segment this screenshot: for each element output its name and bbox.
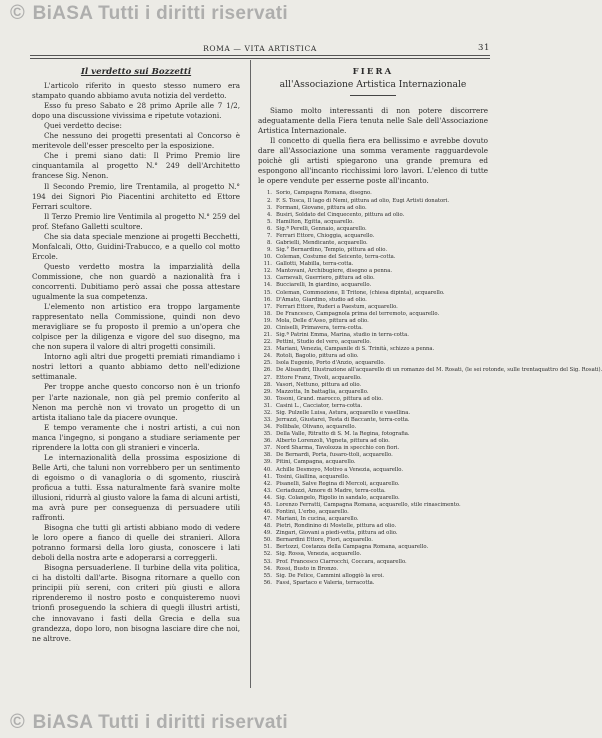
article-paragraph: Esso fu preso Sabato e 28 primo Aprile alle 7 1/2, dopo una discussione vivissima e ripetute votazioni. — [32, 101, 240, 121]
item-number: 10. — [263, 254, 272, 261]
list-item — [258, 233, 488, 240]
item-number: 42. — [263, 480, 272, 487]
item-text: Prof. Francesco Ciarrocchi, Coccara, acquarello. — [276, 558, 407, 565]
item-number: 24. — [263, 353, 272, 360]
item-text: Della Valle, Ritratto di S. M. la Regina, fotografia. — [276, 431, 410, 438]
list-item — [258, 396, 488, 403]
page-number: 31 — [477, 43, 490, 53]
item-text: Pitini, Campagna, acquarello. — [276, 459, 356, 466]
list-item — [258, 495, 488, 502]
list-item — [258, 516, 488, 523]
list-item — [258, 275, 488, 282]
item-text: Bucciarelli, In giardino, acquarello. — [276, 282, 372, 289]
item-text: Sig. Colangelo, Rigolio in sandalo, acquarello. — [276, 494, 400, 501]
item-number: 55. — [263, 572, 272, 579]
item-number: 25. — [263, 360, 272, 367]
item-text: Busiri, Soldato del Cinquecento, pittura ad olio. — [276, 211, 405, 218]
copyright-symbol: © — [10, 2, 26, 24]
item-number: 22. — [263, 339, 272, 346]
item-text: Sig.ª Patrini Emma, Marina, studio in terra-cotta. — [276, 332, 409, 339]
item-text: Pisanelli, Salve Regina di Mercoli, acquarello. — [276, 480, 400, 487]
section-title: FIERA — [352, 66, 394, 76]
fair-intro — [258, 106, 488, 186]
article-paragraph: Questo verdetto mostra la imparzialità della Commissione, che non guardò a nazionalità fra i concorrenti. Dubitiamo però assai che possa attestare ugualmente la sua competenza. — [32, 261, 240, 302]
list-item — [258, 290, 488, 297]
item-number: 43. — [263, 487, 272, 494]
item-text: Coleman, Costume del Seicento, terra-cotta. — [276, 254, 396, 261]
intro-paragraph: Siamo molto interessanti di non potere discorrere adeguatamente della Fiera tenuta nelle Sale dell'Associazione Artistica Internazionale. — [258, 106, 488, 136]
item-number: 47. — [263, 516, 272, 523]
item-number: 12. — [263, 268, 272, 275]
left-column — [32, 66, 240, 644]
list-item — [258, 417, 488, 424]
item-text: Tosoni, Grand. marocco, pittura ad olio. — [276, 395, 383, 402]
item-text: Mariani, Venezia, Campanile di S. Trinità, schizzo a penna. — [276, 346, 435, 353]
list-item — [258, 452, 488, 459]
item-text: Achille Desmoyo, Motivo a Venezia, acquarello. — [276, 466, 404, 473]
article-paragraph: L'elemento non artistico era troppo largamente rappresentato nella Commissione, quindi non devo meravigliare se fu proposto il premio a un'opera che colpisce per la diligenza e vigore del suo disegno, ma che non supera il valore di altri progetti consimili. — [32, 302, 240, 352]
item-text: Tosini, Giallina, acquarello. — [276, 473, 350, 480]
item-text: Sorio, Campagna Romana, disegno. — [276, 190, 372, 197]
list-item — [258, 537, 488, 544]
list-item — [258, 325, 488, 332]
item-number: 19. — [263, 317, 272, 324]
item-text: De Alisandri, Illustrazione all'acquarello di un romanzo del M. Rosati, (le sei rotonde, sulle trentaquattro del Sig. Rosati). — [276, 367, 602, 374]
item-text: Formani, Giovane, pittura ad olio. — [276, 204, 367, 211]
item-text: Ceriaduzzi, Amore di Madre, terra-cotta. — [276, 487, 386, 494]
item-number: 29. — [263, 388, 272, 395]
list-item — [258, 247, 488, 254]
item-text: Gabrielli, Mendicante, acquarello. — [276, 240, 368, 247]
item-number: 46. — [263, 508, 272, 515]
item-number: 31. — [263, 402, 272, 409]
list-item — [258, 467, 488, 474]
list-item — [258, 509, 488, 516]
list-item — [258, 254, 488, 261]
item-text: Sig. De Felice, Cammini alloggiò la eroi. — [276, 572, 385, 579]
list-item — [258, 481, 488, 488]
watermark-bottom — [10, 711, 506, 734]
article-paragraph: Il Terzo Premio lire Ventimila al progetto N.° 259 del prof. Stefano Galletti scultore. — [32, 211, 240, 231]
item-text: Bertozzi, Costanza della Campagna Romana, acquarello. — [276, 544, 429, 551]
item-number: 4. — [266, 211, 272, 218]
item-text: Alberto Lorenzoli, Vigneta, pittura ad olio. — [276, 438, 390, 445]
item-number: 16. — [263, 296, 272, 303]
item-text: Jerrazzi, Giustarei, Testa di Baccante, terra-cotta. — [276, 416, 410, 423]
item-number: 23. — [263, 346, 272, 353]
watermark-text: BiASA Tutti i diritti riservati — [32, 3, 288, 24]
list-item — [258, 190, 488, 197]
list-item — [258, 502, 488, 509]
item-text: Carnevali, Guerriero, pittura ad olio. — [276, 275, 375, 282]
intro-paragraph: Il concetto di quella fiera era bellissimo e avrebbe dovuto dare all'Associazione una somma veramente ragguardevole poichè gli artisti spiegarono una grande premura ed espongono all'incanto ricchissimi loro lavori. L'elenco di tutte le opere vendute per esserne poste all'incanto. — [258, 136, 488, 186]
item-number: 51. — [263, 544, 272, 551]
list-item — [258, 212, 488, 219]
item-number: 13. — [263, 275, 272, 282]
item-text: Lorenzo Ferratti, Campagna Romana, acquarello, stile rinascimento. — [276, 501, 461, 508]
item-number: 1. — [266, 190, 272, 197]
item-text: Mariani, In cucina, acquarello. — [276, 516, 359, 523]
item-text: Mola, Delle d'Asso, pittura ad olio. — [276, 317, 369, 324]
item-number: 6. — [266, 225, 272, 232]
item-text: Ettore Franz, Tivoli, acquarello. — [276, 374, 362, 381]
section-subtitle: all'Associazione Artistica Internazionale — [279, 79, 467, 91]
list-item — [258, 438, 488, 445]
item-text: Ferrari Ettore, Chioggia, acquarello. — [276, 232, 375, 239]
list-item — [258, 566, 488, 573]
item-number: 26. — [263, 367, 272, 374]
item-number: 38. — [263, 452, 272, 459]
item-number: 40. — [263, 466, 272, 473]
item-number: 30. — [263, 395, 272, 402]
item-text: Nord Sharma, Tavolozza in specchio con fiori. — [276, 445, 400, 452]
list-item — [258, 261, 488, 268]
item-text: Mazzotta, In battaglia, acquarello. — [276, 388, 369, 395]
list-item — [258, 346, 488, 353]
watermark-top — [10, 2, 506, 25]
list-item — [258, 297, 488, 304]
item-number: 36. — [263, 438, 272, 445]
article-paragraph: Intorno agli altri due progetti premiati rimandiamo i nostri lettori a quanto abbiamo detto nell'edizione settimanale. — [32, 352, 240, 382]
item-number: 32. — [263, 409, 272, 416]
item-number: 54. — [263, 565, 272, 572]
list-item — [258, 198, 488, 205]
list-item — [258, 530, 488, 537]
item-number: 8. — [266, 240, 272, 247]
item-number: 20. — [263, 324, 272, 331]
item-text: Ciniselli, Primavera, terra-cotta. — [276, 324, 363, 331]
item-text: Fontini, L'erbo, acquarello. — [276, 508, 349, 515]
running-title: ROMA — VITA ARTISTICA — [203, 44, 317, 53]
item-text: Rossi, Busto in Bronzo. — [276, 565, 339, 572]
item-number: 49. — [263, 530, 272, 537]
item-text: Mantovani, Archibugiere, disegno a penna. — [276, 268, 393, 275]
article-paragraph: Bisogna che tutti gli artisti abbiano modo di vedere le loro opere a fianco di quelle dei stranieri. Allora potranno formarsi della loro giusta, conoscere i lati deboli della nostra arte e adoperarsi a correggerli. — [32, 523, 240, 563]
item-number: 34. — [263, 424, 272, 431]
item-number: 56. — [263, 579, 272, 586]
list-item — [258, 403, 488, 410]
list-item — [258, 551, 488, 558]
item-text: Bernardini Ettore, Fiori, acquarello. — [276, 537, 373, 544]
article-paragraph: Che i premi siano dati: Il Primo Premio lire cinquantamila al progetto N.° 249 dell'Architetto francese Sig. Nenon. — [32, 151, 240, 181]
item-text: Sig.° Bernardino, Tempio, pittura ad olio. — [276, 247, 388, 254]
list-item — [258, 268, 488, 275]
item-number: 14. — [263, 282, 272, 289]
item-text: Hamilton, Egitta, acquarello. — [276, 218, 354, 225]
list-item — [258, 240, 488, 247]
item-number: 9. — [266, 247, 272, 254]
list-item — [258, 367, 602, 374]
article-body — [32, 81, 240, 644]
item-number: 11. — [263, 261, 272, 268]
item-number: 3. — [266, 204, 272, 211]
item-text: Rotoli, Bagolio, pittura ad olio. — [276, 353, 359, 360]
item-number: 21. — [263, 332, 272, 339]
item-number: 48. — [263, 523, 272, 530]
header-rule — [30, 55, 490, 56]
list-item — [258, 311, 488, 318]
item-number: 52. — [263, 551, 272, 558]
article-paragraph: Che nessuno dei progetti presentati al Concorso è meritevole dell'esser prescelto per la esposizione. — [32, 131, 240, 151]
article-paragraph: Che sia data speciale menzione ai progetti Becchetti, Monfalcali, Otto, Guidini-Trabucco, e a quello col motto Ercole. — [32, 231, 240, 261]
article-paragraph: Le internazionalità della prossima esposizione di Belle Arti, che taluni non vorrebbero per un sentimento di egoismo o di vanagloria o di sgomento, riuscirà proficua a tutti. Essa naturalmente farà svanire molte illusioni, ridurrà al giusto valore la fama di alcuni artisti, ma avrà pure per conseguenza di persuadere utili raffronti. — [32, 452, 240, 523]
item-text: Casini L., Cacciator, terra-cotta. — [276, 402, 363, 409]
item-number: 15. — [263, 289, 272, 296]
title-rule — [350, 95, 396, 96]
list-item — [258, 205, 488, 212]
article-paragraph: Il Secondo Premio, lire Trentamila, al progetto N.° 194 dei Signori Pio Piacentini architetto ed Ettore Ferrari scultore. — [32, 181, 240, 211]
watermark-text: BiASA Tutti i diritti riservati — [32, 712, 288, 733]
item-number: 37. — [263, 445, 272, 452]
article-paragraph: Quei verdetto decise: — [44, 121, 122, 131]
item-text: Sig. Rossa, Venezia, acquarello. — [276, 551, 362, 558]
list-item — [258, 474, 488, 481]
list-item — [258, 304, 488, 311]
list-item — [258, 445, 488, 452]
artworks-list — [258, 190, 602, 586]
item-number: 33. — [263, 416, 272, 423]
item-number: 35. — [263, 431, 272, 438]
article-paragraph: Per troppe anche questo concorso non è un trionfo per l'arte nazionale, non già pel premio conferito al Nenon ma perchè non vi trovato un progetto di un artista italiano tale da piacere ovunque. — [32, 382, 240, 422]
item-number: 39. — [263, 459, 272, 466]
item-text: Pettini, Studio del vero, acquarello. — [276, 339, 372, 346]
item-text: Sig. Pulzelle Luisa, Astura, acquarello e vasellina. — [276, 409, 411, 416]
item-text: Pietri, Rondinino di Mostelle, pittura ad olio. — [276, 523, 397, 530]
item-number: 50. — [263, 537, 272, 544]
item-number: 5. — [266, 218, 272, 225]
item-number: 7. — [266, 232, 272, 239]
item-number: 41. — [263, 473, 272, 480]
list-item — [258, 544, 488, 551]
list-item — [258, 282, 488, 289]
list-item — [258, 382, 488, 389]
list-item — [258, 580, 488, 587]
article-paragraph: E tempo veramente che i nostri artisti, a cui non manca l'ingegno, si pongano a studiare seriamente per riprendere la lotta con gli stranieri e vincerla. — [32, 422, 240, 452]
item-number: 17. — [263, 303, 272, 310]
item-text: Vasori, Nettuno, pittura ad olio. — [276, 381, 362, 388]
item-text: Gallotti, Mabilla, terra-cotta. — [276, 261, 354, 268]
item-number: 53. — [263, 558, 272, 565]
running-header — [30, 44, 490, 53]
list-item — [258, 459, 488, 466]
list-item — [258, 431, 488, 438]
item-number: 2. — [266, 197, 272, 204]
column-divider — [250, 60, 251, 688]
article-paragraph: L'articolo riferito in questo stesso numero era stampato quando abbiamo avuta notizia del verdetto. — [32, 81, 240, 101]
list-item — [258, 318, 488, 325]
item-number: 27. — [263, 374, 272, 381]
item-number: 18. — [263, 310, 272, 317]
article-paragraph: Bisogna persuaderlene. Il turbine della vita politica, ci ha distolti dall'arte. Bisogna ritornare a quello con principii più sereni, con criteri più giusti e allora riprenderemo il nostro posto e conquisteremo nuovi trionfi proseguendo la schiera di quegli illustri artisti, che innovavano i fasti della Grecia e della sua grandezza, dopo loro, non bisogna lasciare dire che noi, ne altrove. — [32, 563, 240, 643]
item-number: 28. — [263, 381, 272, 388]
item-text: Sig.ª Perelli, Gennaio, acquarello. — [276, 225, 367, 232]
list-item — [258, 488, 488, 495]
article-title: Il verdetto sui Bozzetti — [80, 67, 192, 77]
item-number: 45. — [263, 501, 272, 508]
item-text: Zingari, Giovani a piedi-vetta, pittura ad olio. — [276, 530, 398, 537]
item-text: De Bernardi, Porta, fusaro-ttoli, acquarello. — [276, 452, 393, 459]
list-item — [258, 424, 488, 431]
list-item — [258, 226, 488, 233]
item-text: Fassi, Spartaco e Valeria, terracotta. — [276, 579, 375, 586]
item-text: D'Amato, Giardino, studio ad olio. — [276, 296, 367, 303]
list-item — [258, 410, 488, 417]
list-item — [258, 219, 488, 226]
item-text: De Francesco, Campagnola prima del terremoto, acquarello. — [276, 310, 440, 317]
item-text: F. S. Tosca, Il lago di Nemi, pittura ad olio, Eugi Artisti donatori. — [276, 197, 450, 204]
list-item — [258, 389, 488, 396]
list-item — [258, 332, 488, 339]
item-text: Isola Eugenio, Porto d'Anzio, acquarello. — [276, 360, 386, 367]
list-item — [258, 375, 488, 382]
item-text: Ferrari Ettore, Ruderi a Paestum, acquarello. — [276, 303, 398, 310]
list-item — [258, 573, 488, 580]
right-column — [258, 66, 602, 587]
list-item — [258, 353, 488, 360]
copyright-symbol: © — [10, 711, 26, 733]
header-rule-thin — [30, 58, 490, 59]
list-item — [258, 559, 488, 566]
list-item — [258, 523, 488, 530]
item-number: 44. — [263, 494, 272, 501]
item-text: Coleman, Commozione, Il Tritone, (chiesa dipinta), acquarello. — [276, 289, 445, 296]
item-text: Follibale, Olivano, acquarello. — [276, 424, 357, 431]
